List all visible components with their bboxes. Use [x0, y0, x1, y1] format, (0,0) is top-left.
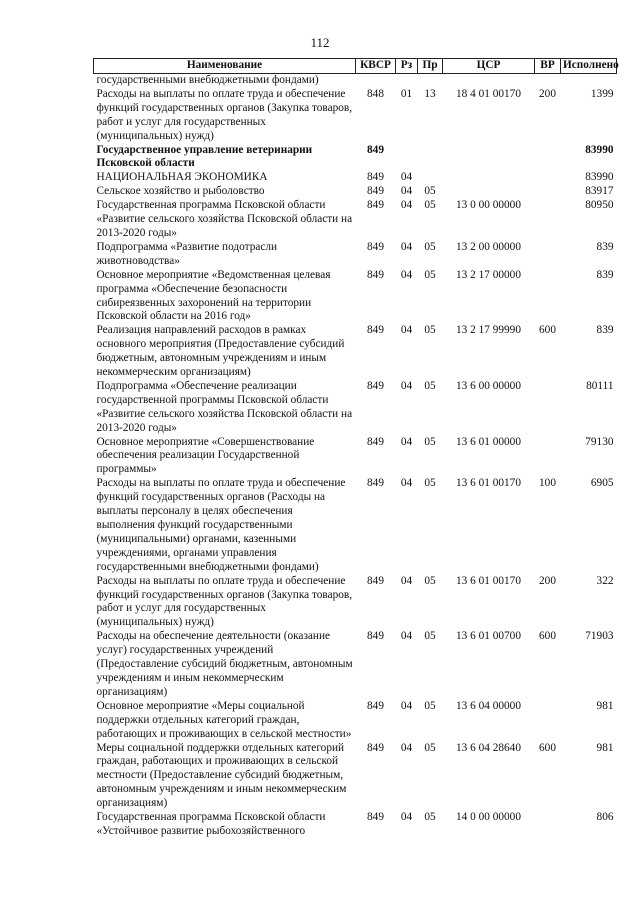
table-row: [94, 269, 617, 325]
row-pr-cell: 05: [424, 240, 436, 253]
row-name-cell: государственными внебюджетными фондами): [96, 74, 319, 86]
row-pr-cell: 13: [424, 87, 436, 100]
row-name-cell: НАЦИОНАЛЬНАЯ ЭКОНОМИКА: [96, 171, 268, 184]
table-row: [94, 199, 617, 241]
row-vr-cell: [535, 185, 561, 199]
row-name-cell: Основное мероприятие «Ведомственная целевая программа «Обеспечение безопасности сибиреязвенных захоронений на территории Псковской области на 2016 год»: [96, 268, 331, 323]
table-row: [94, 477, 617, 574]
table-row: [94, 144, 617, 172]
row-amount-cell: 79130: [585, 435, 614, 448]
row-pr-cell: [418, 74, 443, 88]
row-rz-cell: 04: [400, 268, 413, 281]
row-vr-cell: 200: [539, 87, 556, 100]
row-amount-cell: 1399: [590, 87, 614, 100]
row-csr-cell: 13 2 00 00000: [456, 240, 521, 253]
row-csr-cell: [443, 185, 535, 199]
row-csr-cell: 13 6 04 00000: [456, 699, 521, 712]
row-name-cell: Расходы на выплаты по оплате труда и обеспечение функций государственных органов (Закупка товаров, работ и услуг для государственных (муниципальных) нужд): [96, 87, 353, 142]
header-rz: Рз: [396, 59, 418, 74]
row-kvsr-cell: 849: [367, 324, 384, 337]
table-row: [94, 575, 617, 631]
table-row: [94, 742, 617, 812]
row-name-cell: Расходы на выплаты по оплате труда и обеспечение функций государственных органов (Закупка товаров, работ и услуг для государственных (муниципальных) нужд): [96, 574, 353, 629]
row-rz-cell: [396, 144, 418, 172]
row-rz-cell: 04: [400, 435, 413, 448]
table-row: [94, 630, 617, 700]
row-amount-cell: 83990: [585, 143, 614, 156]
row-amount-cell: 322: [596, 574, 614, 587]
row-vr-cell: [535, 199, 561, 241]
row-kvsr-cell: 849: [367, 477, 384, 490]
row-vr-cell: [535, 811, 561, 839]
row-name-cell: Расходы на выплаты по оплате труда и обеспечение функций государственных органов (Расходы на выплаты персоналу в целях обеспечения выполнения функций государственными (муниципальными) органами, казенными учреждениями, органами управления государственными внебюджетными фондами): [96, 477, 346, 573]
table-row: [94, 185, 617, 199]
row-kvsr-cell: 849: [367, 574, 384, 587]
row-rz-cell: 04: [400, 477, 413, 490]
row-vr-cell: 600: [539, 324, 556, 337]
row-amount-cell: 981: [596, 741, 614, 754]
row-kvsr-cell: [356, 74, 396, 88]
table-row: [94, 811, 617, 839]
row-rz-cell: 04: [400, 199, 413, 212]
row-csr-cell: [443, 144, 535, 172]
row-vr-cell: [535, 700, 561, 742]
row-name-cell: Сельское хозяйство и рыболовство: [96, 185, 265, 198]
row-amount-cell: 80111: [586, 379, 614, 392]
row-pr-cell: 05: [424, 630, 436, 643]
row-csr-cell: 13 2 17 99990: [456, 324, 521, 337]
row-rz-cell: 04: [400, 630, 413, 643]
row-rz-cell: 04: [400, 699, 413, 712]
row-csr-cell: 13 6 01 00170: [456, 574, 521, 587]
header-kvsr: КВСР: [356, 59, 396, 74]
row-name-cell: Государственная программа Псковской области «Развитие сельского хозяйства Псковской области на 2013-2020 годы»: [96, 199, 353, 239]
row-rz-cell: [396, 74, 418, 88]
table-row: [94, 324, 617, 380]
row-kvsr-cell: 848: [367, 87, 384, 100]
row-kvsr-cell: 849: [367, 699, 384, 712]
row-rz-cell: 04: [400, 324, 413, 337]
row-amount-cell: 806: [596, 811, 614, 824]
row-pr-cell: 05: [424, 199, 436, 212]
row-vr-cell: [535, 436, 561, 478]
row-name-cell: Расходы на обеспечение деятельности (оказание услуг) государственных учреждений (Предоставление субсидий бюджетным, автономным учреждениям и иным некоммерческим организациям): [96, 630, 353, 698]
table-header-row: [94, 59, 617, 74]
table-row: [94, 700, 617, 742]
row-name-cell: Государственное управление ветеринарии Псковской области: [96, 143, 313, 170]
row-pr-cell: 05: [424, 741, 436, 754]
row-amount-cell: 80950: [585, 199, 614, 212]
row-pr-cell: 05: [424, 324, 436, 337]
row-amount-cell: 83990: [585, 171, 614, 184]
row-pr-cell: 05: [424, 477, 436, 490]
row-rz-cell: 04: [400, 171, 413, 184]
row-pr-cell: 05: [424, 379, 436, 392]
row-name-cell: Реализация направлений расходов в рамках основного мероприятия (Предоставление субсидий бюджетным, автономным учреждениям и иным некоммерческим организациям): [96, 324, 345, 379]
row-name-cell: Основное мероприятие «Совершенствование обеспечения реализации Государственной программы»: [96, 435, 315, 476]
row-kvsr-cell: 849: [367, 268, 384, 281]
row-kvsr-cell: 849: [367, 811, 384, 824]
row-name-cell: Подпрограмма «Развитие подотрасли животноводства»: [96, 240, 278, 267]
row-amount-cell: 839: [596, 268, 614, 281]
header-pr: Пр: [418, 59, 443, 74]
table-row: [94, 74, 617, 88]
row-csr-cell: 13 6 01 00700: [456, 630, 521, 643]
header-name: Наименование: [94, 59, 356, 74]
row-rz-cell: 04: [400, 240, 413, 253]
row-vr-cell: [535, 380, 561, 436]
row-kvsr-cell: 849: [367, 185, 384, 198]
row-csr-cell: [443, 74, 535, 88]
row-vr-cell: [535, 269, 561, 325]
table-row: [94, 436, 617, 478]
budget-table: [93, 58, 617, 839]
row-csr-cell: 13 6 00 00000: [456, 379, 521, 392]
row-pr-cell: [418, 171, 443, 185]
row-pr-cell: 05: [424, 699, 436, 712]
header-vr: ВР: [535, 59, 561, 74]
row-pr-cell: 05: [424, 268, 436, 281]
row-csr-cell: 14 0 00 00000: [456, 811, 521, 824]
row-amount-cell: [561, 74, 617, 88]
row-csr-cell: 13 2 17 00000: [456, 268, 521, 281]
row-rz-cell: 04: [400, 379, 413, 392]
row-amount-cell: 83917: [585, 185, 614, 198]
table-row: [94, 171, 617, 185]
table-row: [94, 241, 617, 269]
page-number: 112: [310, 35, 330, 50]
row-amount-cell: 71903: [585, 630, 614, 643]
row-csr-cell: 13 0 00 00000: [456, 199, 521, 212]
row-pr-cell: [418, 144, 443, 172]
row-name-cell: Основное мероприятие «Меры социальной поддержки отдельных категорий граждан, работающих и проживающих в сельской местности»: [96, 699, 352, 740]
row-rz-cell: 04: [400, 811, 413, 824]
table-body: [94, 74, 617, 839]
row-vr-cell: [535, 144, 561, 172]
row-kvsr-cell: 849: [367, 630, 384, 643]
row-vr-cell: [535, 74, 561, 88]
row-rz-cell: 04: [400, 741, 413, 754]
budget-table-container: [93, 58, 619, 839]
header-amount: Исполнено: [561, 59, 617, 74]
header-csr: ЦСР: [443, 59, 535, 74]
table-row: [94, 380, 617, 436]
row-kvsr-cell: 849: [367, 199, 384, 212]
row-vr-cell: 600: [539, 741, 556, 754]
row-rz-cell: 01: [400, 87, 413, 100]
row-amount-cell: 6905: [590, 477, 614, 490]
row-name-cell: Меры социальной поддержки отдельных категорий граждан, работающих и проживающих в сельской местности (Предоставление субсидий бюджетным, автономным учреждениям и иным некоммерческим организациям): [96, 741, 347, 810]
table-row: [94, 88, 617, 144]
row-vr-cell: 200: [539, 574, 556, 587]
row-csr-cell: 13 6 01 00000: [456, 435, 521, 448]
row-kvsr-cell: 849: [367, 143, 384, 156]
row-csr-cell: 18 4 01 00170: [456, 87, 521, 100]
row-name-cell: Подпрограмма «Обеспечение реализации государственной программы Псковской области «Развитие сельского хозяйства Псковской области на 2013-2020 годы»: [96, 379, 353, 434]
row-csr-cell: [443, 171, 535, 185]
row-amount-cell: 981: [596, 699, 614, 712]
row-csr-cell: 13 6 01 00170: [456, 477, 521, 490]
row-rz-cell: 04: [400, 185, 413, 198]
row-amount-cell: 839: [596, 324, 614, 337]
row-kvsr-cell: 849: [367, 240, 384, 253]
row-pr-cell: 05: [424, 811, 436, 824]
row-kvsr-cell: 849: [367, 435, 384, 448]
row-vr-cell: 100: [539, 477, 556, 490]
row-kvsr-cell: 849: [367, 171, 384, 184]
row-name-cell: Государственная программа Псковской области «Устойчивое развитие рыбохозяйственного: [96, 811, 326, 837]
row-kvsr-cell: 849: [367, 741, 384, 754]
row-pr-cell: 05: [424, 574, 436, 587]
row-vr-cell: 600: [539, 630, 556, 643]
row-vr-cell: [535, 171, 561, 185]
row-csr-cell: 13 6 04 28640: [456, 741, 521, 754]
row-pr-cell: 05: [424, 435, 436, 448]
row-pr-cell: 05: [424, 185, 436, 198]
row-vr-cell: [535, 241, 561, 269]
row-kvsr-cell: 849: [367, 379, 384, 392]
row-rz-cell: 04: [400, 574, 413, 587]
row-amount-cell: 839: [596, 240, 614, 253]
